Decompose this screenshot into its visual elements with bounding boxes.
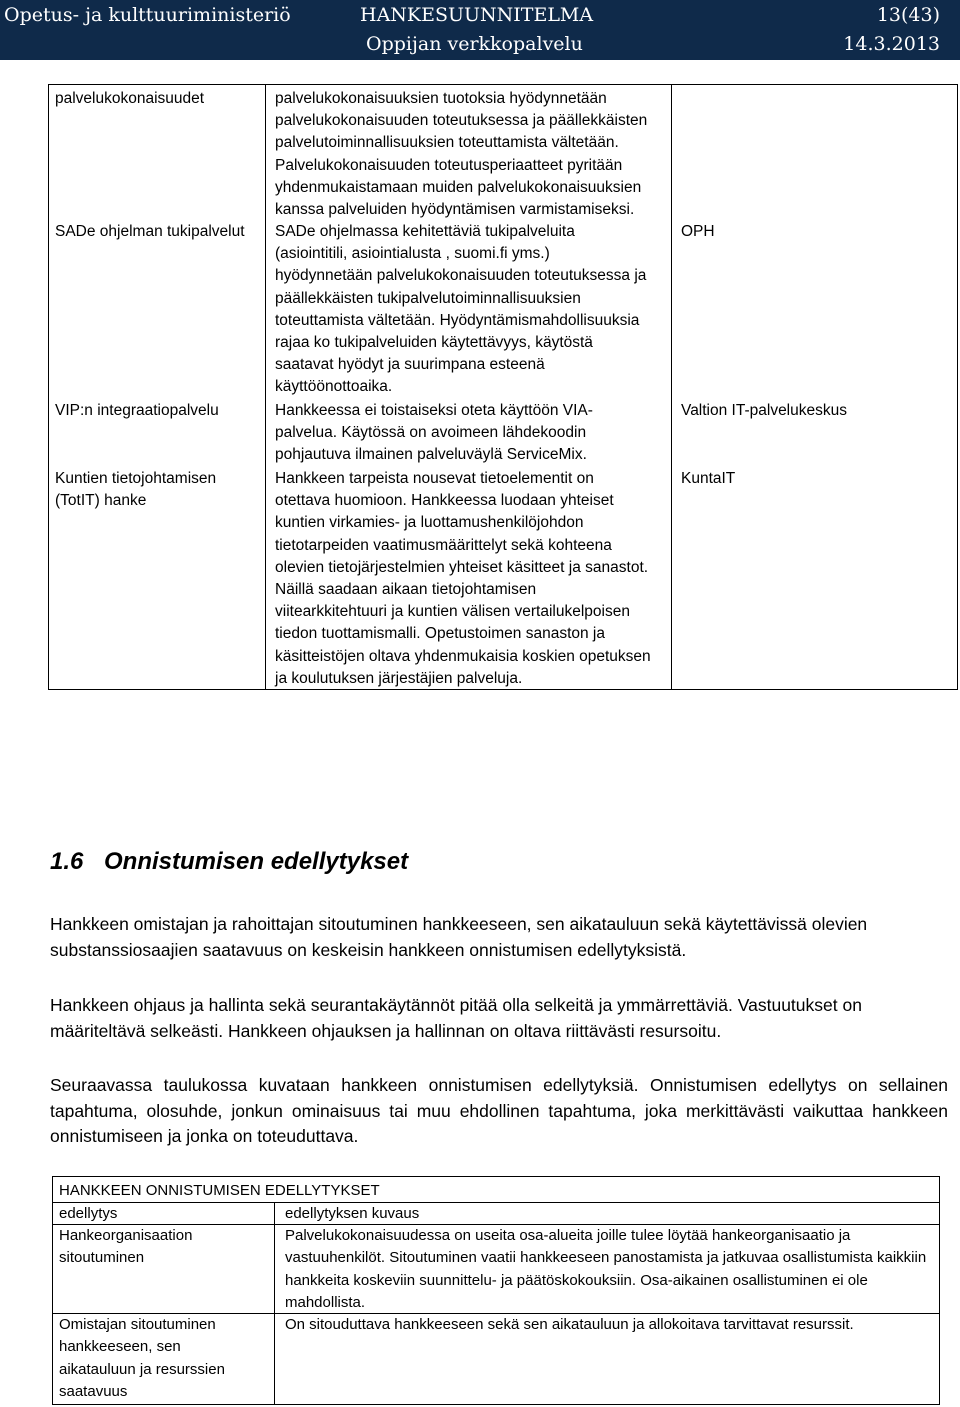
header-subtitle: Oppijan verkkopalvelu xyxy=(366,33,583,55)
description-line: käyttöönottoaika. xyxy=(275,378,393,396)
table-column-divider xyxy=(274,1202,275,1404)
description-line: kuntien virkamies- ja luottamushenkilöjohdon xyxy=(275,514,584,532)
description-line: rajaa ko tukipalveluiden käytettävyys, käytöstä xyxy=(275,334,593,352)
header-row-top xyxy=(0,4,960,30)
row-name: Kuntien tietojohtamisen (TotIT) hanke xyxy=(55,470,217,510)
description-line: saatavat hyödyt ja suurimpana esteenä xyxy=(275,356,545,374)
row-description xyxy=(275,221,663,399)
row-description xyxy=(275,468,663,690)
header-row-bottom xyxy=(0,33,960,57)
description-line: (asiointitili, asiointialusta , suomi.fi yms.) xyxy=(275,245,550,263)
paragraph: Hankkeen omistajan ja rahoittajan sitoutuminen hankkeeseen, sen aikatauluun sekä käytettävissä olevien substanssiosaajien saatavuus on keskeisin hankkeen onnistumisen edellytyksistä. xyxy=(50,914,868,960)
systems-table xyxy=(48,84,958,690)
column-header-condition: edellytys xyxy=(59,1205,118,1222)
row-name: VIP:n integraatiopalvelu xyxy=(55,402,219,419)
row-name: SADe ohjelman tukipalvelut xyxy=(55,223,245,240)
description-line: hyödynnetään palvelukokonaisuuden toteutuksessa ja xyxy=(275,267,647,285)
description-line: Hankkeessa ei toistaiseksi oteta käyttöön VIA- xyxy=(275,402,593,419)
row-description xyxy=(275,88,663,221)
table-title: HANKKEEN ONNISTUMISEN EDELLYTYKSET xyxy=(59,1182,380,1199)
table-column-divider xyxy=(265,85,266,689)
row-owner: KuntaIT xyxy=(681,470,736,487)
row-owner: Valtion IT-palvelukeskus xyxy=(681,402,847,419)
description-line: olevien tietojärjestelmien yhteiset käsitteet ja sanastot. xyxy=(275,558,649,576)
description-line: päällekkäisten tukipalvelutoiminnallisuuksien xyxy=(275,289,581,307)
condition-description: On sitouduttava hankkeeseen sekä sen aikatauluun ja allokoitava tarvittavat resurssit. xyxy=(285,1316,854,1333)
description-line: SADe ohjelmassa kehitettäviä tukipalveluita xyxy=(275,223,575,240)
success-conditions-table xyxy=(52,1176,940,1405)
description-line: tiedon tuottamismalli. Opetustoimen sanaston ja xyxy=(275,625,605,643)
description-line: Palvelukokonaisuuden toteutusperiaatteet pyritään xyxy=(275,156,623,174)
description-line: yhdenmukaistamaan muiden palvelukokonaisuuksien xyxy=(275,178,642,196)
row-description xyxy=(275,400,663,467)
description-line: palvelukokonaisuuden toteutuksessa ja päällekkäisten xyxy=(275,112,648,130)
description-line: palvelutoiminnallisuuksien toteuttamista vältetään. xyxy=(275,134,619,152)
condition-description: Palvelukokonaisuudessa on useita osa-alueita joille tulee löytää hankeorganisaatio ja vastuuhenkilöt. Sitoutuminen vaatii hankkeeseen panostamista ja jatkuvaa osallistumista kaikkiin hankkeita koskeviin suunnittelu- ja päätöskokouksiin. Osa-aikainen osallistuminen ei ole mahdollista. xyxy=(285,1227,927,1311)
section-title: Onnistumisen edellytykset xyxy=(104,848,409,875)
description-line: Näillä saadaan aikaan tietojohtamisen xyxy=(275,581,537,599)
description-line: Hankkeen tarpeista nousevat tietoelementit on xyxy=(275,470,594,487)
header-date: 14.3.2013 xyxy=(843,33,940,55)
condition-name: Omistajan sitoutuminen hankkeeseen, sen aikatauluun ja resurssien saatavuus xyxy=(59,1316,225,1400)
description-line: pohjautuva ilmainen palveluväylä ServiceMix. xyxy=(275,446,587,464)
description-line: otettava huomioon. Hankkeessa luodaan yhteiset xyxy=(275,492,614,510)
section-heading xyxy=(50,848,930,876)
header-ministry: Opetus- ja kulttuuriministeriö xyxy=(4,4,291,26)
description-line: tietotarpeiden vaatimusmäärittelyt sekä kohteena xyxy=(275,536,612,554)
header-document-type: HANKESUUNNITELMA xyxy=(360,4,594,26)
row-name: palvelukokonaisuudet xyxy=(55,90,205,107)
row-owner: OPH xyxy=(681,223,715,240)
description-line: palvelua. Käytössä on avoimeen lähdekoodin xyxy=(275,424,587,442)
description-line: käsitteistöjen oltava yhdenmukaisia koskien opetuksen xyxy=(275,647,651,665)
description-line: toteuttamista vältetään. Hyödyntämismahdollisuuksia xyxy=(275,311,640,329)
condition-name: Hankeorganisaation sitoutuminen xyxy=(59,1227,193,1267)
header-page-number: 13(43) xyxy=(876,4,940,26)
paragraph: Seuraavassa taulukossa kuvataan hankkeen onnistumisen edellytyksiä. Onnistumisen edellytys on sellainen tapahtuma, olosuhde, jonkun ominaisuus tai muu ehdollinen tapahtuma, joka merkittävästi vaikuttaa hankkeen onnistumiseen ja jonka on toteuduttava. xyxy=(50,1075,948,1146)
table-column-divider xyxy=(671,85,672,689)
section-number: 1.6 xyxy=(50,848,84,875)
description-line: kanssa palveluiden hyödyntämisen varmistamiseksi. xyxy=(275,201,635,219)
description-line: palvelukokonaisuuksien tuotoksia hyödynnetään xyxy=(275,90,607,107)
description-line: viitearkkitehtuuri ja kuntien välisen vertailukelpoisen xyxy=(275,603,630,621)
page-header xyxy=(0,0,960,60)
paragraph: Hankkeen ohjaus ja hallinta sekä seurantakäytännöt pitää olla selkeitä ja ymmärrettäviä. Vastuutukset on määriteltävä selkeästi. Hankkeen ohjauksen ja hallinnan on oltava riittävästi resursoitu. xyxy=(50,995,862,1041)
description-line: ja koulutuksen järjestäjien palveluja. xyxy=(275,669,523,687)
column-header-description: edellytyksen kuvaus xyxy=(285,1205,420,1222)
